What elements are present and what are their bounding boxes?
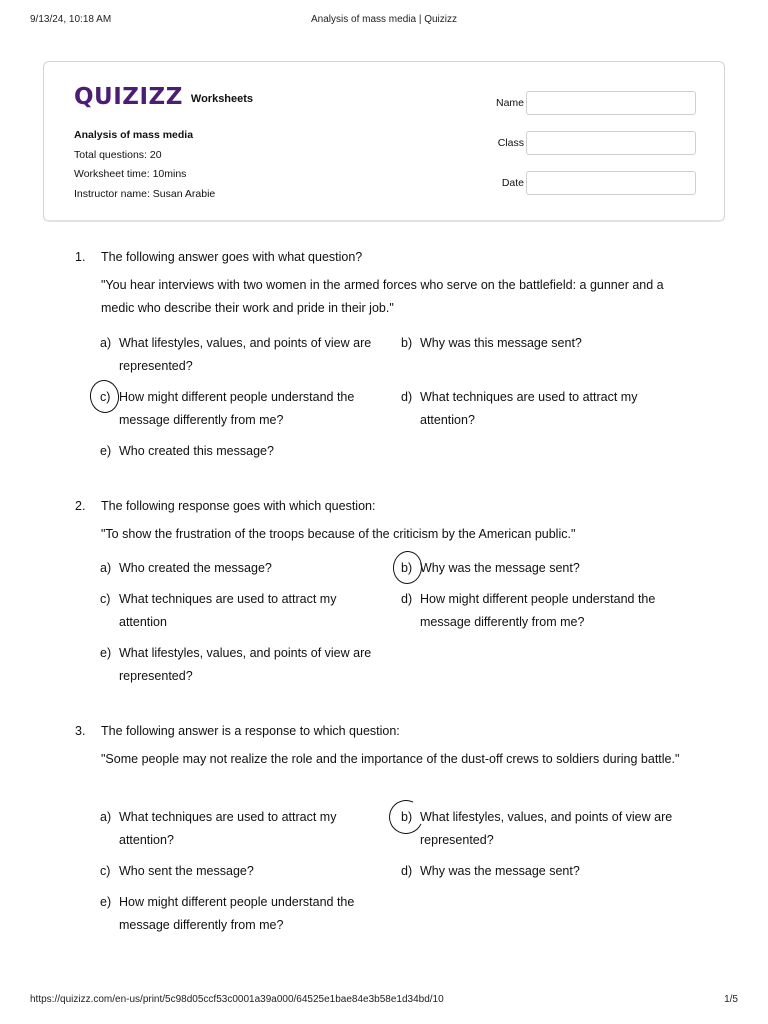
- class-input[interactable]: [526, 131, 696, 155]
- option-text: Who sent the message?: [119, 864, 254, 878]
- question-prompt: The following response goes with which question:: [101, 499, 376, 513]
- print-url: https://quizizz.com/en-us/print/5c98d05ccf53c0001a39a000/64525e1bae84e3b58e1d34bd/10: [30, 994, 444, 1005]
- print-title: Analysis of mass media | Quizizz: [311, 14, 457, 25]
- option-text: Who created the message?: [119, 561, 272, 575]
- class-label: Class: [497, 137, 524, 149]
- option-letter: a): [100, 810, 112, 824]
- print-header: [0, 14, 768, 28]
- option-text: Why was this message sent?: [420, 336, 582, 350]
- option-letter: b): [401, 810, 413, 824]
- option-letter: b): [401, 561, 413, 575]
- print-footer: [0, 994, 768, 1008]
- option-letter: c): [100, 592, 111, 606]
- option-letter: e): [100, 895, 112, 909]
- question-number: 3.: [75, 724, 86, 738]
- option-text: What lifestyles, values, and points of view are represented?: [420, 810, 673, 847]
- option-text: What techniques are used to attract my attention: [119, 592, 337, 629]
- instructor-name: Instructor name: Susan Arabie: [74, 187, 216, 200]
- date-label: Date: [501, 177, 524, 189]
- option-text: How might different people understand the message differently from me?: [119, 390, 355, 427]
- option-letter: a): [100, 561, 112, 575]
- option-text: What lifestyles, values, and points of view are represented?: [119, 336, 372, 373]
- total-questions: Total questions: 20: [74, 148, 162, 161]
- option-text: What lifestyles, values, and points of view are represented?: [119, 646, 372, 683]
- logo-subtitle: Worksheets: [190, 93, 254, 105]
- question-prompt: The following answer is a response to which question:: [101, 724, 400, 738]
- question-1: [75, 250, 695, 470]
- option-text: Who created this message?: [119, 444, 274, 458]
- name-label: Name: [495, 97, 524, 109]
- option-letter: e): [100, 444, 112, 458]
- name-input[interactable]: [526, 91, 696, 115]
- question-number: 2.: [75, 499, 86, 513]
- worksheet-title: Analysis of mass media: [74, 129, 194, 141]
- print-datetime: 9/13/24, 10:18 AM: [30, 14, 112, 25]
- class-field: [464, 131, 696, 155]
- worksheet-header-card: [43, 61, 725, 222]
- question-3: [75, 724, 695, 944]
- option-text: What techniques are used to attract my attention?: [119, 810, 337, 847]
- quizizz-logo: QUIZIZZ: [74, 84, 183, 110]
- name-field: [464, 91, 696, 115]
- option-letter: d): [401, 592, 413, 606]
- question-number: 1.: [75, 250, 86, 264]
- date-field: [464, 171, 696, 195]
- question-quote: "To show the frustration of the troops because of the criticism by the American public.": [101, 527, 576, 541]
- question-prompt: The following answer goes with what question?: [101, 250, 363, 264]
- worksheet-meta: [74, 126, 215, 204]
- option-text: What techniques are used to attract my attention?: [420, 390, 638, 427]
- question-quote: "Some people may not realize the role and the importance of the dust-off crews to soldiers during battle.": [101, 752, 680, 766]
- page-number: 1/5: [724, 994, 738, 1005]
- option-text: How might different people understand the message differently from me?: [119, 895, 355, 932]
- date-input[interactable]: [526, 171, 696, 195]
- question-2: [75, 499, 695, 699]
- option-letter: d): [401, 390, 413, 404]
- option-text: How might different people understand the message differently from me?: [420, 592, 656, 629]
- option-letter: e): [100, 646, 112, 660]
- option-letter: c): [100, 390, 111, 404]
- option-letter: b): [401, 336, 413, 350]
- option-letter: a): [100, 336, 112, 350]
- option-text: Why was the message sent?: [420, 864, 580, 878]
- worksheet-time: Worksheet time: 10mins: [74, 168, 187, 180]
- brand: [74, 84, 253, 110]
- option-letter: d): [401, 864, 413, 878]
- question-quote: "You hear interviews with two women in the armed forces who serve on the battlefield: a gunner and a medic who describe their work and pride in their job.": [101, 278, 664, 315]
- option-text: Why was the message sent?: [420, 561, 580, 575]
- option-letter: c): [100, 864, 111, 878]
